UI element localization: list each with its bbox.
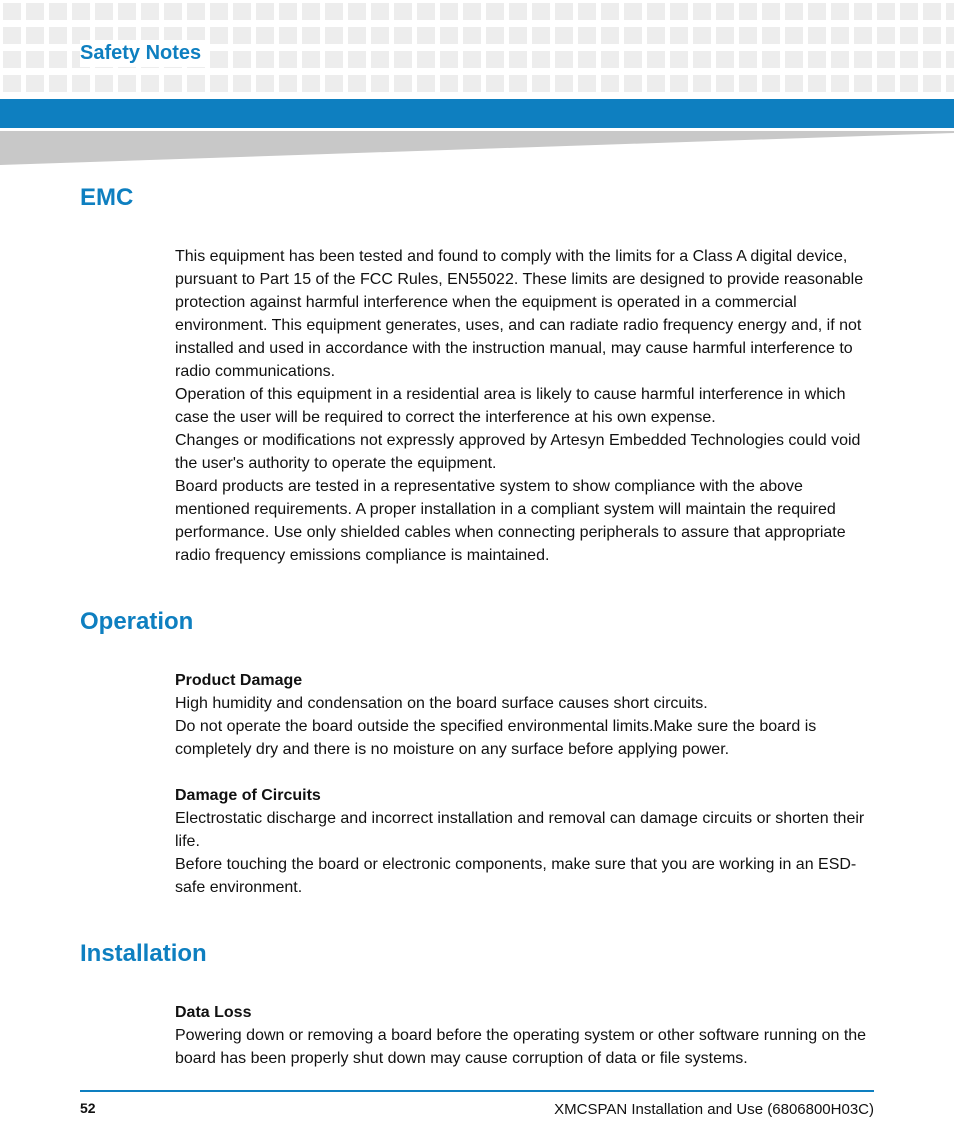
emc-body [175, 245, 880, 567]
header-gray-wedge [0, 131, 954, 165]
emc-paragraph: Board products are tested in a representative system to show compliance with the above mentioned requirements. A proper installation in a compliant system will maintain the required performance. Use only shielded cables when connecting peripherals to assure that appropriate radio frequency emissions compliance is maintained. [175, 478, 846, 564]
section-heading-emc: EMC [80, 184, 134, 211]
operation-product-damage [175, 669, 880, 761]
section-heading-operation: Operation [80, 608, 194, 635]
note-line: High humidity and condensation on the board surface causes short circuits. [175, 695, 708, 712]
page-number: 52 [80, 1100, 96, 1116]
subheading-data-loss: Data Loss [175, 1004, 252, 1021]
footer-rule [80, 1090, 874, 1092]
installation-data-loss [175, 1001, 880, 1070]
note-line: Powering down or removing a board before the operating system or other software running on the board has been properly shut down may cause corruption of data or file systems. [175, 1027, 867, 1067]
operation-damage-of-circuits [175, 784, 880, 899]
emc-paragraph: Operation of this equipment in a residential area is likely to cause harmful interference in which case the user will be required to correct the interference at his own expense. [175, 386, 846, 426]
note-line: Do not operate the board outside the specified environmental limits.Make sure the board is completely dry and there is no moisture on any surface before applying power. [175, 718, 817, 758]
header-blue-bar [0, 99, 954, 128]
note-line: Before touching the board or electronic components, make sure that you are working in an ESD-safe environment. [175, 856, 857, 896]
emc-paragraph: This equipment has been tested and found to comply with the limits for a Class A digital device, pursuant to Part 15 of the FCC Rules, EN55022. These limits are designed to provide reasonable protection against harmful interference when the equipment is operated in a commercial environment. This equipment generates, uses, and can radiate radio frequency energy and, if not installed and used in accordance with the instruction manual, may cause harmful interference to radio communications. [175, 248, 864, 380]
subheading-product-damage: Product Damage [175, 672, 303, 689]
section-heading-installation: Installation [80, 940, 207, 967]
document-title: XMCSPAN Installation and Use (6806800H03C) [554, 1101, 874, 1118]
note-line: Electrostatic discharge and incorrect installation and removal can damage circuits or shorten their life. [175, 810, 865, 850]
running-title: Safety Notes [80, 40, 205, 67]
emc-paragraph: Changes or modifications not expressly approved by Artesyn Embedded Technologies could void the user's authority to operate the equipment. [175, 432, 861, 472]
subheading-damage-of-circuits: Damage of Circuits [175, 787, 321, 804]
